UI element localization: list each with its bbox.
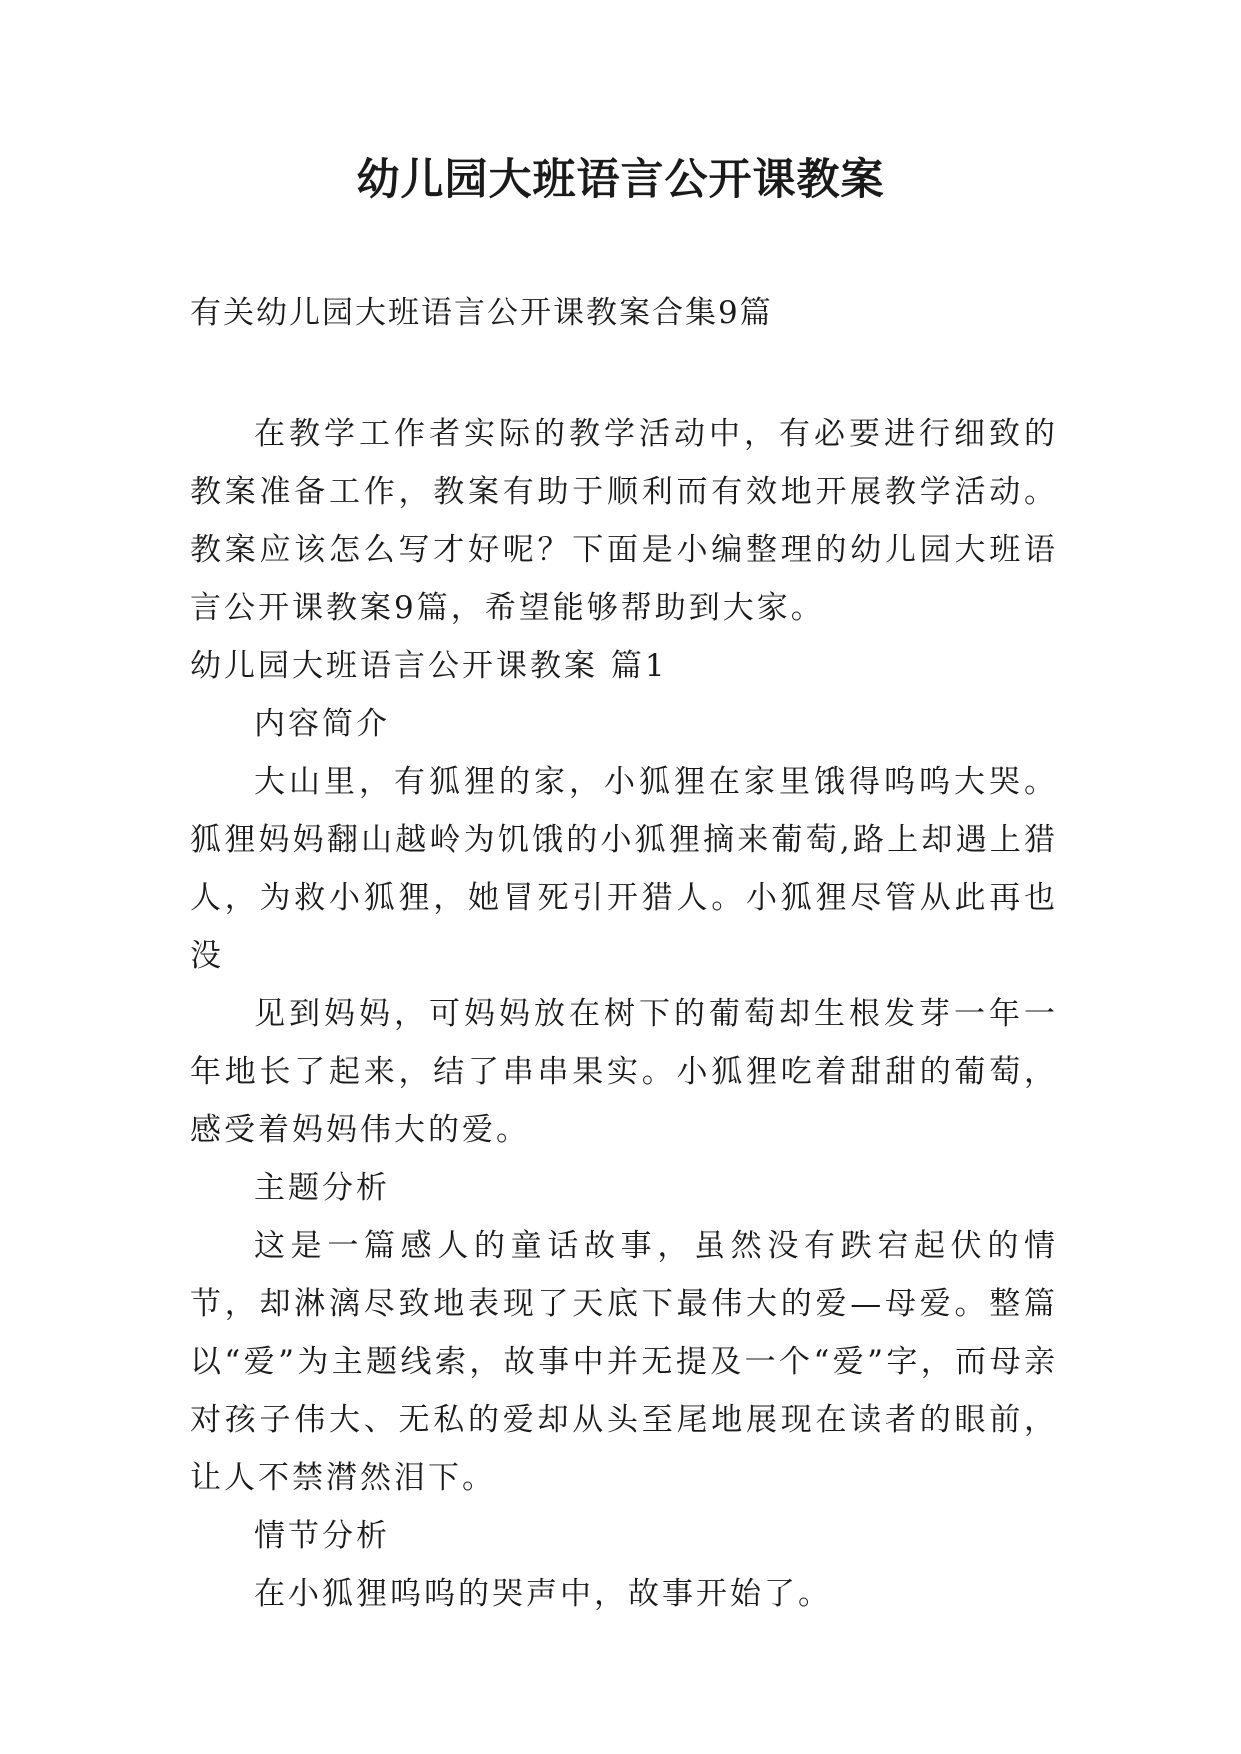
intro-paragraph: 在教学工作者实际的教学活动中，有必要进行细致的教案准备工作，教案有助于顺利而有效地开展教学活动。教案应该怎么写才好呢？下面是小编整理的幼儿园大班语言公开课教案9篇，希望能够帮助到大家。 [190,416,1058,626]
summary-paragraph-1: 大山里，有狐狸的家，小狐狸在家里饿得呜呜大哭。狐狸妈妈翻山越岭为饥饿的小狐狸摘来葡萄,路上却遇上猎人，为救小狐狸，她冒死引开猎人。小狐狸尽管从此再也没 [190,764,1058,974]
document-body [190,405,1058,1623]
theme-paragraph: 这是一篇感人的童话故事，虽然没有跌宕起伏的情节，却淋漓尽致地表现了天底下最伟大的爱—母爱。整篇以“爱”为主题线索，故事中并无提及一个“爱”字，而母亲对孩子伟大、无私的爱却从头至尾地展现在读者的眼前，让人不禁潸然泪下。 [190,1228,1058,1496]
subheading-plot-analysis: 情节分析 [254,1518,390,1554]
plot-paragraph: 在小狐狸呜呜的哭声中，故事开始了。 [254,1576,832,1612]
document-subtitle: 有关幼儿园大班语言公开课教案合集9篇 [190,295,773,331]
subheading-theme-analysis: 主题分析 [254,1170,390,1206]
subheading-content-summary: 内容简介 [254,706,390,742]
document-title: 幼儿园大班语言公开课教案 [356,155,885,205]
section-heading-lesson-1: 幼儿园大班语言公开课教案 篇1 [190,648,668,684]
summary-paragraph-2: 见到妈妈，可妈妈放在树下的葡萄却生根发芽一年一年地长了起来，结了串串果实。小狐狸吃着甜甜的葡萄，感受着妈妈伟大的爱。 [190,996,1058,1148]
